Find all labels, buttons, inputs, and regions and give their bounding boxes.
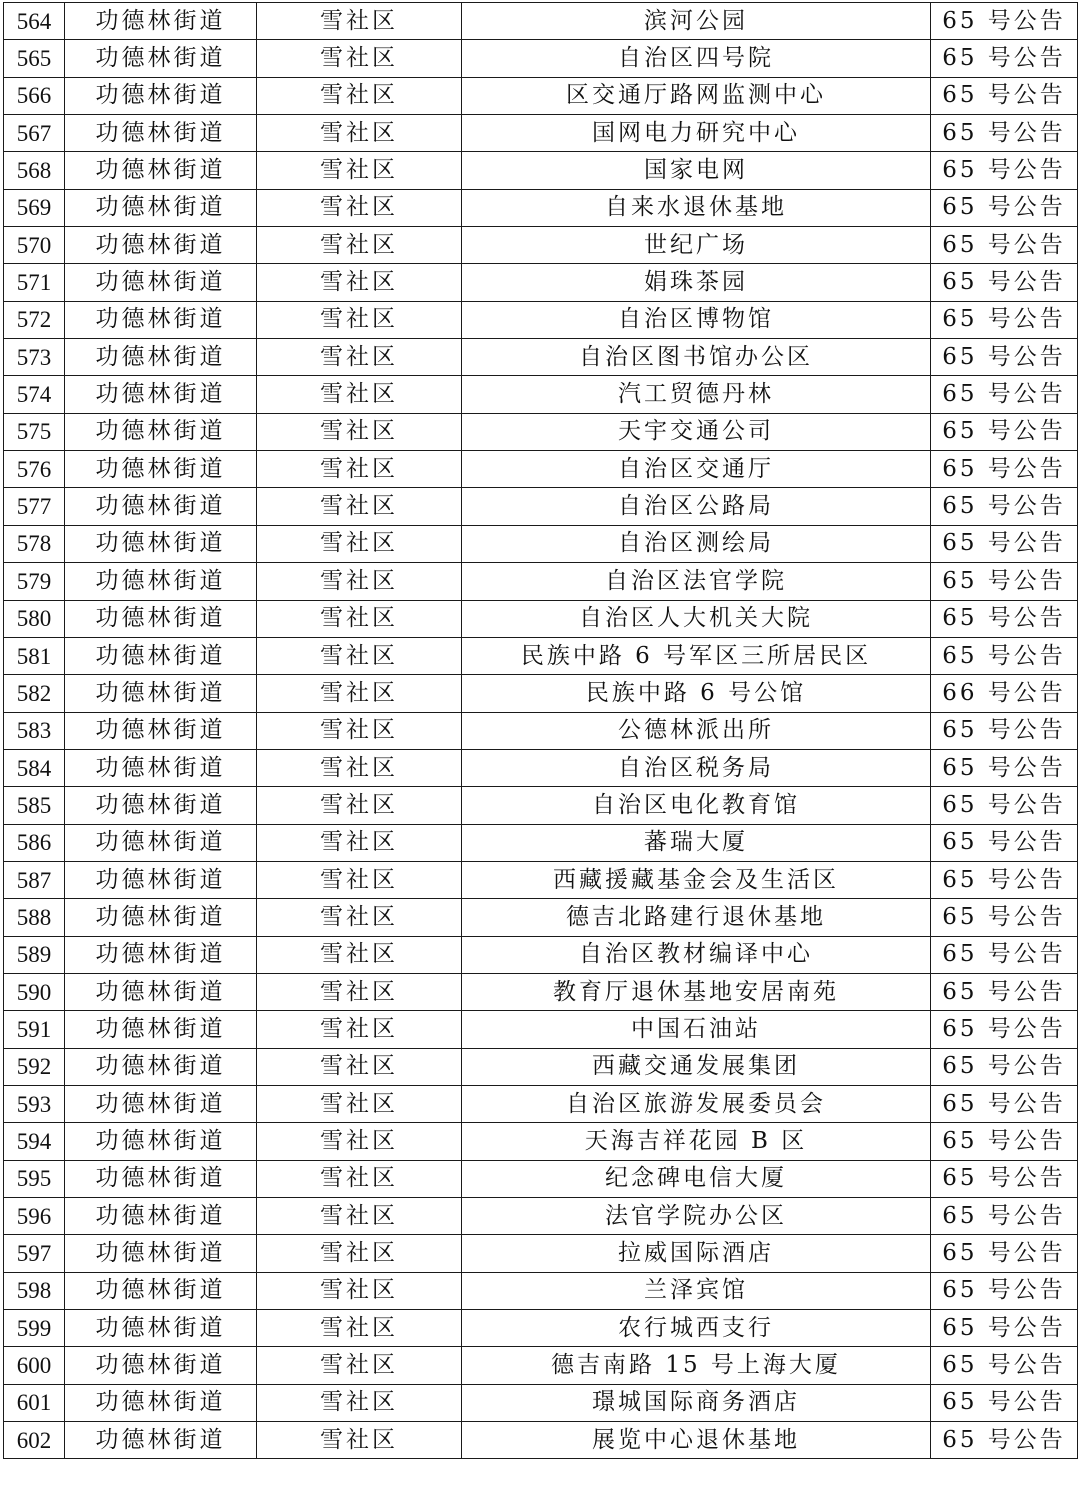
table-row bbox=[4, 189, 1078, 226]
notice-cell: 65 号公告 bbox=[931, 227, 1078, 264]
street-cell: 功德林街道 bbox=[65, 152, 257, 189]
street-cell: 功德林街道 bbox=[65, 413, 257, 450]
notice-cell: 65 号公告 bbox=[931, 563, 1078, 600]
street-cell: 功德林街道 bbox=[65, 301, 257, 338]
row-number-cell: 588 bbox=[4, 899, 65, 936]
row-number-cell: 572 bbox=[4, 301, 65, 338]
table-row bbox=[4, 40, 1078, 77]
street-cell: 功德林街道 bbox=[65, 451, 257, 488]
community-cell: 雪社区 bbox=[257, 787, 462, 824]
community-cell: 雪社区 bbox=[257, 376, 462, 413]
row-number-cell: 569 bbox=[4, 189, 65, 226]
row-number-cell: 595 bbox=[4, 1160, 65, 1197]
notice-cell: 65 号公告 bbox=[931, 899, 1078, 936]
row-number-cell: 598 bbox=[4, 1272, 65, 1309]
notice-cell: 65 号公告 bbox=[931, 1123, 1078, 1160]
row-number-cell: 600 bbox=[4, 1347, 65, 1384]
community-cell: 雪社区 bbox=[257, 1048, 462, 1085]
notice-cell: 65 号公告 bbox=[931, 824, 1078, 861]
community-cell: 雪社区 bbox=[257, 189, 462, 226]
notice-cell: 65 号公告 bbox=[931, 1160, 1078, 1197]
site-name-cell: 自治区法官学院 bbox=[462, 563, 931, 600]
site-name-cell: 自治区交通厅 bbox=[462, 451, 931, 488]
community-cell: 雪社区 bbox=[257, 413, 462, 450]
community-cell: 雪社区 bbox=[257, 264, 462, 301]
table-row bbox=[4, 339, 1078, 376]
community-cell: 雪社区 bbox=[257, 488, 462, 525]
street-cell: 功德林街道 bbox=[65, 115, 257, 152]
row-number-cell: 585 bbox=[4, 787, 65, 824]
community-cell: 雪社区 bbox=[257, 675, 462, 712]
table-row bbox=[4, 301, 1078, 338]
notice-cell: 65 号公告 bbox=[931, 77, 1078, 114]
street-cell: 功德林街道 bbox=[65, 1011, 257, 1048]
row-number-cell: 570 bbox=[4, 227, 65, 264]
row-number-cell: 566 bbox=[4, 77, 65, 114]
table-row bbox=[4, 1085, 1078, 1122]
notice-cell: 65 号公告 bbox=[931, 40, 1078, 77]
site-name-cell: 自治区公路局 bbox=[462, 488, 931, 525]
community-cell: 雪社区 bbox=[257, 227, 462, 264]
notice-cell: 65 号公告 bbox=[931, 749, 1078, 786]
table-body bbox=[4, 3, 1078, 1459]
site-name-cell: 德吉北路建行退休基地 bbox=[462, 899, 931, 936]
notice-cell: 65 号公告 bbox=[931, 451, 1078, 488]
street-cell: 功德林街道 bbox=[65, 563, 257, 600]
row-number-cell: 577 bbox=[4, 488, 65, 525]
site-name-cell: 中国石油站 bbox=[462, 1011, 931, 1048]
street-cell: 功德林街道 bbox=[65, 1085, 257, 1122]
notice-cell: 65 号公告 bbox=[931, 1011, 1078, 1048]
site-name-cell: 汽工贸德丹林 bbox=[462, 376, 931, 413]
table-row bbox=[4, 1310, 1078, 1347]
street-cell: 功德林街道 bbox=[65, 899, 257, 936]
community-cell: 雪社区 bbox=[257, 563, 462, 600]
community-cell: 雪社区 bbox=[257, 1198, 462, 1235]
site-name-cell: 展览中心退休基地 bbox=[462, 1422, 931, 1459]
community-cell: 雪社区 bbox=[257, 1272, 462, 1309]
table-row bbox=[4, 488, 1078, 525]
street-cell: 功德林街道 bbox=[65, 488, 257, 525]
site-name-cell: 农行城西支行 bbox=[462, 1310, 931, 1347]
row-number-cell: 597 bbox=[4, 1235, 65, 1272]
community-cell: 雪社区 bbox=[257, 451, 462, 488]
row-number-cell: 578 bbox=[4, 525, 65, 562]
notice-cell: 65 号公告 bbox=[931, 301, 1078, 338]
street-cell: 功德林街道 bbox=[65, 227, 257, 264]
row-number-cell: 581 bbox=[4, 637, 65, 674]
notice-cell: 65 号公告 bbox=[931, 189, 1078, 226]
row-number-cell: 590 bbox=[4, 973, 65, 1010]
community-cell: 雪社区 bbox=[257, 637, 462, 674]
street-cell: 功德林街道 bbox=[65, 1384, 257, 1421]
site-name-cell: 自治区图书馆办公区 bbox=[462, 339, 931, 376]
site-name-cell: 公德林派出所 bbox=[462, 712, 931, 749]
notice-cell: 65 号公告 bbox=[931, 787, 1078, 824]
table-row bbox=[4, 1384, 1078, 1421]
table-row bbox=[4, 77, 1078, 114]
street-cell: 功德林街道 bbox=[65, 376, 257, 413]
notice-cell: 65 号公告 bbox=[931, 712, 1078, 749]
notice-cell: 65 号公告 bbox=[931, 861, 1078, 898]
street-cell: 功德林街道 bbox=[65, 787, 257, 824]
site-name-cell: 自治区教材编译中心 bbox=[462, 936, 931, 973]
table-row bbox=[4, 824, 1078, 861]
street-cell: 功德林街道 bbox=[65, 264, 257, 301]
street-cell: 功德林街道 bbox=[65, 637, 257, 674]
notice-cell: 65 号公告 bbox=[931, 1235, 1078, 1272]
table-row bbox=[4, 1422, 1078, 1459]
notice-cell: 66 号公告 bbox=[931, 675, 1078, 712]
site-name-cell: 蕃瑞大厦 bbox=[462, 824, 931, 861]
site-name-cell: 自治区旅游发展委员会 bbox=[462, 1085, 931, 1122]
street-cell: 功德林街道 bbox=[65, 712, 257, 749]
community-cell: 雪社区 bbox=[257, 749, 462, 786]
community-cell: 雪社区 bbox=[257, 1011, 462, 1048]
table-row bbox=[4, 115, 1078, 152]
row-number-cell: 602 bbox=[4, 1422, 65, 1459]
row-number-cell: 589 bbox=[4, 936, 65, 973]
table-row bbox=[4, 152, 1078, 189]
site-name-cell: 自治区四号院 bbox=[462, 40, 931, 77]
row-number-cell: 571 bbox=[4, 264, 65, 301]
row-number-cell: 573 bbox=[4, 339, 65, 376]
row-number-cell: 579 bbox=[4, 563, 65, 600]
community-cell: 雪社区 bbox=[257, 115, 462, 152]
street-cell: 功德林街道 bbox=[65, 40, 257, 77]
community-cell: 雪社区 bbox=[257, 899, 462, 936]
table-row bbox=[4, 861, 1078, 898]
row-number-cell: 582 bbox=[4, 675, 65, 712]
table-row bbox=[4, 749, 1078, 786]
community-cell: 雪社区 bbox=[257, 1422, 462, 1459]
street-cell: 功德林街道 bbox=[65, 1160, 257, 1197]
street-cell: 功德林街道 bbox=[65, 675, 257, 712]
site-name-cell: 天宇交通公司 bbox=[462, 413, 931, 450]
table-row bbox=[4, 899, 1078, 936]
notice-cell: 65 号公告 bbox=[931, 264, 1078, 301]
street-cell: 功德林街道 bbox=[65, 749, 257, 786]
street-cell: 功德林街道 bbox=[65, 339, 257, 376]
notice-cell: 65 号公告 bbox=[931, 376, 1078, 413]
table-row bbox=[4, 1347, 1078, 1384]
table-row bbox=[4, 973, 1078, 1010]
street-cell: 功德林街道 bbox=[65, 1235, 257, 1272]
site-name-cell: 娟珠茶园 bbox=[462, 264, 931, 301]
table-row bbox=[4, 264, 1078, 301]
site-name-cell: 自治区电化教育馆 bbox=[462, 787, 931, 824]
street-cell: 功德林街道 bbox=[65, 1347, 257, 1384]
street-cell: 功德林街道 bbox=[65, 525, 257, 562]
notice-cell: 65 号公告 bbox=[931, 637, 1078, 674]
notice-cell: 65 号公告 bbox=[931, 339, 1078, 376]
row-number-cell: 565 bbox=[4, 40, 65, 77]
row-number-cell: 586 bbox=[4, 824, 65, 861]
table-row bbox=[4, 1011, 1078, 1048]
street-cell: 功德林街道 bbox=[65, 1272, 257, 1309]
site-name-cell: 自来水退休基地 bbox=[462, 189, 931, 226]
notice-cell: 65 号公告 bbox=[931, 936, 1078, 973]
community-cell: 雪社区 bbox=[257, 973, 462, 1010]
table-row bbox=[4, 600, 1078, 637]
site-name-cell: 法官学院办公区 bbox=[462, 1198, 931, 1235]
row-number-cell: 584 bbox=[4, 749, 65, 786]
site-name-cell: 天海吉祥花园 B 区 bbox=[462, 1123, 931, 1160]
community-cell: 雪社区 bbox=[257, 1123, 462, 1160]
street-cell: 功德林街道 bbox=[65, 189, 257, 226]
table-row bbox=[4, 525, 1078, 562]
notice-cell: 65 号公告 bbox=[931, 525, 1078, 562]
street-cell: 功德林街道 bbox=[65, 1198, 257, 1235]
table-row bbox=[4, 1235, 1078, 1272]
table-row bbox=[4, 227, 1078, 264]
site-name-cell: 自治区博物馆 bbox=[462, 301, 931, 338]
table-row bbox=[4, 712, 1078, 749]
row-number-cell: 594 bbox=[4, 1123, 65, 1160]
site-name-cell: 民族中路 6 号公馆 bbox=[462, 675, 931, 712]
site-name-cell: 滨河公园 bbox=[462, 3, 931, 40]
row-number-cell: 596 bbox=[4, 1198, 65, 1235]
table-row bbox=[4, 1272, 1078, 1309]
row-number-cell: 576 bbox=[4, 451, 65, 488]
table-row bbox=[4, 3, 1078, 40]
row-number-cell: 587 bbox=[4, 861, 65, 898]
community-cell: 雪社区 bbox=[257, 600, 462, 637]
row-number-cell: 593 bbox=[4, 1085, 65, 1122]
site-name-cell: 自治区测绘局 bbox=[462, 525, 931, 562]
site-name-cell: 教育厅退休基地安居南苑 bbox=[462, 973, 931, 1010]
row-number-cell: 568 bbox=[4, 152, 65, 189]
street-cell: 功德林街道 bbox=[65, 973, 257, 1010]
site-name-cell: 国家电网 bbox=[462, 152, 931, 189]
community-cell: 雪社区 bbox=[257, 525, 462, 562]
site-name-cell: 区交通厅路网监测中心 bbox=[462, 77, 931, 114]
community-cell: 雪社区 bbox=[257, 712, 462, 749]
community-cell: 雪社区 bbox=[257, 1160, 462, 1197]
table-row bbox=[4, 1198, 1078, 1235]
street-cell: 功德林街道 bbox=[65, 824, 257, 861]
site-name-cell: 德吉南路 15 号上海大厦 bbox=[462, 1347, 931, 1384]
site-name-cell: 兰泽宾馆 bbox=[462, 1272, 931, 1309]
site-name-cell: 西藏援藏基金会及生活区 bbox=[462, 861, 931, 898]
street-cell: 功德林街道 bbox=[65, 600, 257, 637]
notice-cell: 65 号公告 bbox=[931, 1422, 1078, 1459]
community-cell: 雪社区 bbox=[257, 40, 462, 77]
community-cell: 雪社区 bbox=[257, 936, 462, 973]
community-cell: 雪社区 bbox=[257, 301, 462, 338]
notice-cell: 65 号公告 bbox=[931, 1384, 1078, 1421]
site-name-cell: 世纪广场 bbox=[462, 227, 931, 264]
table-row bbox=[4, 1048, 1078, 1085]
row-number-cell: 580 bbox=[4, 600, 65, 637]
notice-cell: 65 号公告 bbox=[931, 973, 1078, 1010]
table-row bbox=[4, 376, 1078, 413]
notice-cell: 65 号公告 bbox=[931, 600, 1078, 637]
table-row bbox=[4, 637, 1078, 674]
row-number-cell: 583 bbox=[4, 712, 65, 749]
community-cell: 雪社区 bbox=[257, 1235, 462, 1272]
community-cell: 雪社区 bbox=[257, 824, 462, 861]
street-cell: 功德林街道 bbox=[65, 936, 257, 973]
row-number-cell: 599 bbox=[4, 1310, 65, 1347]
notice-cell: 65 号公告 bbox=[931, 488, 1078, 525]
street-cell: 功德林街道 bbox=[65, 1048, 257, 1085]
site-name-cell: 璟城国际商务酒店 bbox=[462, 1384, 931, 1421]
street-cell: 功德林街道 bbox=[65, 1123, 257, 1160]
row-number-cell: 592 bbox=[4, 1048, 65, 1085]
site-name-cell: 西藏交通发展集团 bbox=[462, 1048, 931, 1085]
site-name-cell: 民族中路 6 号军区三所居民区 bbox=[462, 637, 931, 674]
community-cell: 雪社区 bbox=[257, 339, 462, 376]
site-name-cell: 国网电力研究中心 bbox=[462, 115, 931, 152]
row-number-cell: 591 bbox=[4, 1011, 65, 1048]
row-number-cell: 575 bbox=[4, 413, 65, 450]
table-row bbox=[4, 675, 1078, 712]
notice-cell: 65 号公告 bbox=[931, 115, 1078, 152]
notice-cell: 65 号公告 bbox=[931, 1198, 1078, 1235]
table-row bbox=[4, 1123, 1078, 1160]
community-cell: 雪社区 bbox=[257, 1347, 462, 1384]
street-cell: 功德林街道 bbox=[65, 1310, 257, 1347]
notice-cell: 65 号公告 bbox=[931, 413, 1078, 450]
street-cell: 功德林街道 bbox=[65, 3, 257, 40]
site-name-cell: 纪念碑电信大厦 bbox=[462, 1160, 931, 1197]
notice-cell: 65 号公告 bbox=[931, 1272, 1078, 1309]
listing-table bbox=[3, 2, 1078, 1459]
street-cell: 功德林街道 bbox=[65, 861, 257, 898]
community-cell: 雪社区 bbox=[257, 1384, 462, 1421]
site-name-cell: 自治区税务局 bbox=[462, 749, 931, 786]
row-number-cell: 574 bbox=[4, 376, 65, 413]
community-cell: 雪社区 bbox=[257, 1085, 462, 1122]
row-number-cell: 601 bbox=[4, 1384, 65, 1421]
table-row bbox=[4, 451, 1078, 488]
row-number-cell: 564 bbox=[4, 3, 65, 40]
table-row bbox=[4, 563, 1078, 600]
community-cell: 雪社区 bbox=[257, 3, 462, 40]
notice-cell: 65 号公告 bbox=[931, 3, 1078, 40]
notice-cell: 65 号公告 bbox=[931, 1085, 1078, 1122]
community-cell: 雪社区 bbox=[257, 861, 462, 898]
notice-cell: 65 号公告 bbox=[931, 152, 1078, 189]
table-row bbox=[4, 1160, 1078, 1197]
community-cell: 雪社区 bbox=[257, 152, 462, 189]
table-row bbox=[4, 787, 1078, 824]
site-name-cell: 拉威国际酒店 bbox=[462, 1235, 931, 1272]
street-cell: 功德林街道 bbox=[65, 77, 257, 114]
street-cell: 功德林街道 bbox=[65, 1422, 257, 1459]
community-cell: 雪社区 bbox=[257, 77, 462, 114]
notice-cell: 65 号公告 bbox=[931, 1347, 1078, 1384]
table-row bbox=[4, 413, 1078, 450]
community-cell: 雪社区 bbox=[257, 1310, 462, 1347]
row-number-cell: 567 bbox=[4, 115, 65, 152]
site-name-cell: 自治区人大机关大院 bbox=[462, 600, 931, 637]
notice-cell: 65 号公告 bbox=[931, 1310, 1078, 1347]
table-row bbox=[4, 936, 1078, 973]
notice-cell: 65 号公告 bbox=[931, 1048, 1078, 1085]
